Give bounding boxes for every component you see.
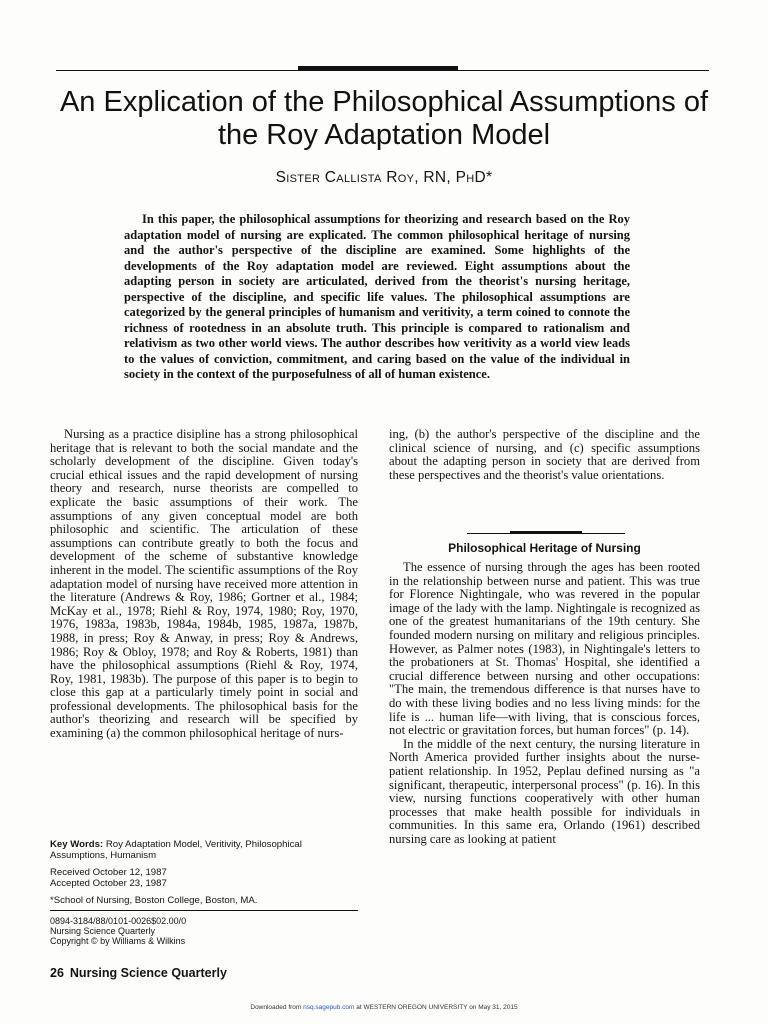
download-prefix: Downloaded from xyxy=(250,1004,302,1011)
affiliation: *School of Nursing, Boston College, Boston, MA. xyxy=(50,895,258,906)
section-rule-accent xyxy=(510,531,582,534)
heritage-paragraph-2: In the middle of the next century, the nursing literature in North America provided further insights about the nurse-patient relationship. In 1952, Peplau defined nursing as "a significant, therapeutic, interpersonal process" (p. 16). In this view, nursing functions cooperatively with other human processes that make health possible for individuals in communities. In this same era, Orlando (1961) described nursing care as looking at patient xyxy=(389,736,700,846)
intro-paragraph: Nursing as a practice disipline has a strong philosophical heritage that is relevant to both the social mandate and the scholarly development of the discipline. Given today's crucial ethical issues and the rapid development of nursing theory and research, nurse theorists are compelled to explicate the basic assumptions of their work. The assumptions of any given conceptual model are both philosophic and scientific. The articulation of these assumptions can contribute greatly to both the focus and development of the scheme of substantive knowledge inherent in the model. The scientific assumptions of the Roy adaptation model of nursing have received more attention in the literature (Andrews & Roy, 1986; Gortner et al., 1984; McKay et al., 1978; Riehl & Roy, 1974, 1980; Roy, 1970, 1976, 1983a, 1983b, 1984a, 1984b, 1985, 1987a, 1987b, 1988, in press; Roy & Anway, in press; Roy & Andrews, 1986; Roy & Obloy, 1978; and Roy & Roberts, 1981) than have the philosophical assumptions (Riehl & Roy, 1974, Roy, 1981, 1983b). The purpose of this paper is to begin to close this gap at a particularly timely point in social and professional developments. The philosophical basis for the author's theorizing and research will be specified by examining (a) the common philosophical heritage of nurs- xyxy=(50,427,358,741)
right-column-top xyxy=(389,428,700,482)
key-words-text: Roy Adaptation Model, Veritivity, Philosophical Assumptions, Humanism xyxy=(50,839,302,861)
right-column-body xyxy=(389,561,700,846)
download-suffix: at WESTERN OREGON UNIVERSITY on May 31, 2015 xyxy=(356,1004,518,1011)
article-author: Sister Callista Roy, RN, PhD* xyxy=(275,169,493,186)
footnotes xyxy=(50,839,358,906)
intro-continuation: ing, (b) the author's perspective of the discipline and the clinical science of nursing, and (c) specific assumptions about the adapting person in society that are derived from these perspectives and the theorist's value orientations. xyxy=(389,427,700,482)
article-title: An Explication of the Philosophical Assumptions of the Roy Adaptation Model xyxy=(59,86,709,151)
section-heading: Philosophical Heritage of Nursing xyxy=(448,541,641,555)
article-code: 0894-3184/88/0101-0026$02.00/0 xyxy=(50,916,187,926)
page-footer xyxy=(50,966,227,980)
header-rule-accent xyxy=(298,66,458,71)
copyright-notice: Copyright © by Williams & Wilkins xyxy=(50,936,186,946)
journal-name: Nursing Science Quarterly xyxy=(50,926,156,936)
footnote-rule xyxy=(50,910,358,911)
left-column xyxy=(50,428,358,741)
page-number: 26 xyxy=(50,966,64,980)
received-date: Received October 12, 1987 xyxy=(50,867,167,878)
footer-journal: Nursing Science Quarterly xyxy=(69,966,227,980)
accepted-date: Accepted October 23, 1987 xyxy=(50,878,167,889)
heritage-paragraph-1: The essence of nursing through the ages has been rooted in the relationship between nurse and patient. This was true for Florence Nightingale, who was revered in the popular image of the lady with the lamp. Nightingale is recognized as one of the greatest humanitarians of the 19th century. She founded modern nursing on military and religious principles. However, as Palmer notes (1983), in Nightingale's letters to the probationers at St. Thomas' Hospital, she identified a crucial difference between nursing and other occupations: "The main, the tremendous difference is that nurses have to do with these living bodies and no less living minds: for the life is ... human life—with living, that is conscious forces, not electric or gravitation forces, but human forces" (p. 14). xyxy=(389,560,700,738)
download-notice xyxy=(0,1004,768,1011)
key-words xyxy=(50,839,358,861)
key-words-label: Key Words: xyxy=(50,839,104,850)
abstract: In this paper, the philosophical assumptions for theorizing and research based on the Roy adaptation model of nursing are explicated. The common philosophical heritage of nursing and the author's perspective of the discipline are examined. Some highlights of the developments of the Roy adaptation model are reviewed. Eight assumptions about the adapting person in society are articulated, derived from the theorist's nursing heritage, perspective of the discipline, and specific life values. The philosophical assumptions are categorized by the general principles of humanism and veritivity, a term coined to connote the richness of rootedness in an absolute truth. This principle is compared to rationalism and relativism as two other world views. The author describes how veritivity as a world view leads to the values of conviction, commitment, and caring based on the value of the individual in society in the context of the purposefulness of all of human existence. xyxy=(124,212,630,381)
download-link[interactable]: nsq.sagepub.com xyxy=(303,1004,355,1011)
copyright-block xyxy=(50,916,358,946)
